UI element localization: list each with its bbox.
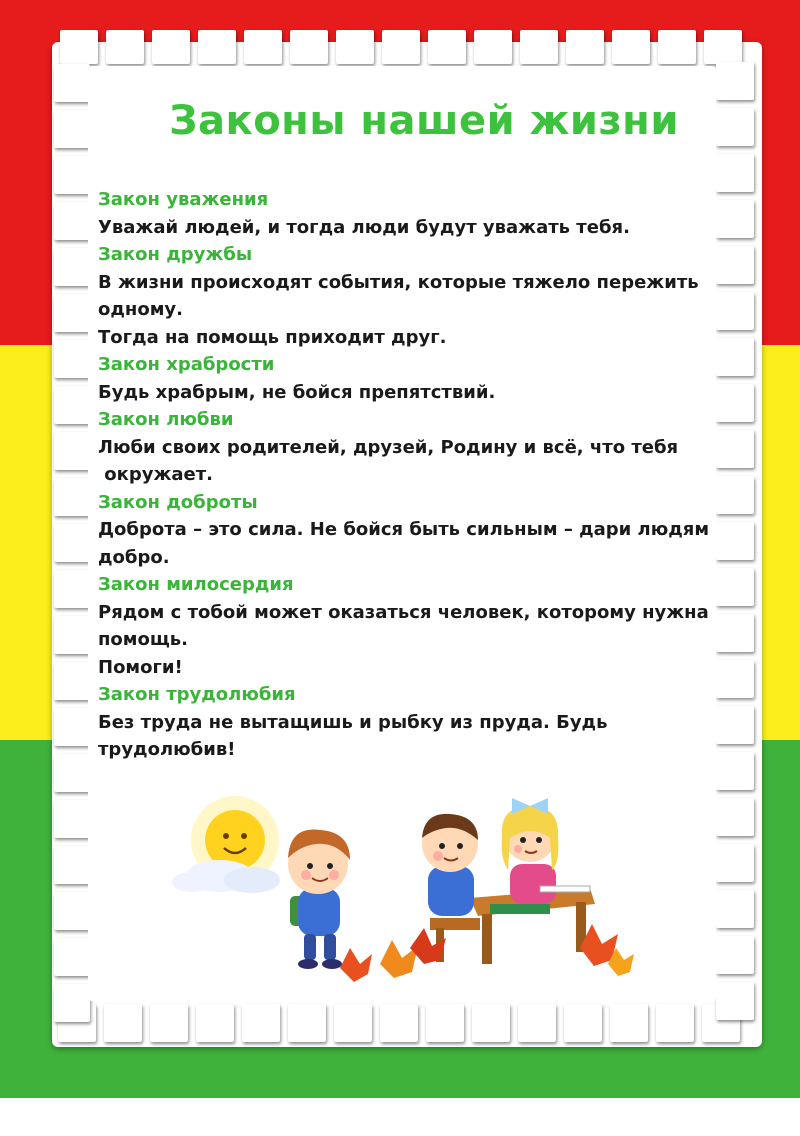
border-block (474, 30, 512, 64)
border-block (54, 432, 90, 470)
border-block (716, 614, 754, 652)
border-block (716, 522, 754, 560)
border-block (716, 62, 754, 100)
law-text: помощь. (98, 629, 188, 650)
law-text: добро. (98, 546, 170, 568)
border-block (656, 1004, 694, 1042)
law-text: Тогда на помощь приходит друг. (98, 326, 447, 348)
border-block (716, 798, 754, 836)
boy-with-backpack (288, 830, 350, 969)
girl-with-bow (502, 798, 590, 904)
border-block (54, 110, 90, 148)
border-block (54, 478, 90, 516)
border-block (54, 708, 90, 746)
border-block (196, 1004, 234, 1042)
border-block (288, 1004, 326, 1042)
border-block (60, 30, 98, 64)
border-block (54, 156, 90, 194)
border-block (564, 1004, 602, 1042)
border-block (54, 386, 90, 424)
border-block (658, 30, 696, 64)
page-title: Законы нашей жизни (169, 98, 679, 144)
border-block (612, 30, 650, 64)
border-block (54, 938, 90, 976)
border-block (716, 982, 754, 1020)
law-title: Закон трудолюбия (98, 684, 296, 705)
border-block (54, 294, 90, 332)
border-block (54, 754, 90, 792)
law-text: окружает. (98, 464, 214, 485)
border-block (198, 30, 236, 64)
law-text: Помоги! (98, 656, 183, 678)
border-block (242, 1004, 280, 1042)
border-block (54, 64, 90, 102)
law-text: Будь храбрым, не бойся препятствий. (98, 381, 496, 403)
border-block (716, 246, 754, 284)
border-block (566, 30, 604, 64)
border-block (54, 524, 90, 562)
children-illustration (140, 778, 640, 993)
law-title: Закон уважения (98, 189, 269, 210)
border-block (716, 476, 754, 514)
border-block (716, 844, 754, 882)
border-block (54, 662, 90, 700)
border-block (54, 846, 90, 884)
border-block (382, 30, 420, 64)
border-block (716, 200, 754, 238)
border-block (54, 570, 90, 608)
border-block (54, 202, 90, 240)
border-block (290, 30, 328, 64)
border-block (244, 30, 282, 64)
law-title: Закон доброты (98, 491, 258, 513)
border-block (54, 248, 90, 286)
border-block (106, 30, 144, 64)
law-text: Рядом с тобой может оказаться человек, которому нужна (98, 601, 709, 623)
border-block (716, 430, 754, 468)
border-block (472, 1004, 510, 1042)
boy-at-desk (422, 814, 478, 916)
law-text: Уважай людей, и тогда люди будут уважать тебя. (98, 216, 630, 238)
border-block (716, 660, 754, 698)
law-title: Закон храбрости (98, 354, 275, 375)
border-block (336, 30, 374, 64)
border-block (520, 30, 558, 64)
law-text: Доброта – это сила. Не бойся быть сильным – дари людям (98, 519, 710, 540)
border-block (704, 30, 742, 64)
border-block (716, 338, 754, 376)
law-text: В жизни происходят события, которые тяжело пережить (98, 271, 699, 293)
law-text: одному. (98, 299, 183, 320)
border-block (54, 800, 90, 838)
border-block (716, 154, 754, 192)
law-text: Без труда не вытащишь и рыбку из пруда. Будь трудолюбив! (98, 711, 608, 760)
border-block (104, 1004, 142, 1042)
border-block (426, 1004, 464, 1042)
border-block (380, 1004, 418, 1042)
border-block (54, 892, 90, 930)
border-block (150, 1004, 188, 1042)
law-title: Закон любви (98, 409, 234, 430)
border-block (54, 984, 90, 1022)
law-title: Закон дружбы (98, 244, 253, 265)
border-block (610, 1004, 648, 1042)
border-block (716, 384, 754, 422)
border-block (716, 292, 754, 330)
bottom-margin (0, 1098, 800, 1136)
border-block (334, 1004, 372, 1042)
border-block (716, 568, 754, 606)
border-block (54, 616, 90, 654)
border-block (716, 706, 754, 744)
border-block (716, 752, 754, 790)
border-block (428, 30, 466, 64)
laws-list (98, 186, 713, 764)
border-block (716, 936, 754, 974)
border-block (716, 890, 754, 928)
border-block (518, 1004, 556, 1042)
law-title: Закон милосердия (98, 574, 294, 595)
law-text: Люби своих родителей, друзей, Родину и всё, что тебя (98, 436, 679, 458)
border-block (54, 340, 90, 378)
border-block (152, 30, 190, 64)
